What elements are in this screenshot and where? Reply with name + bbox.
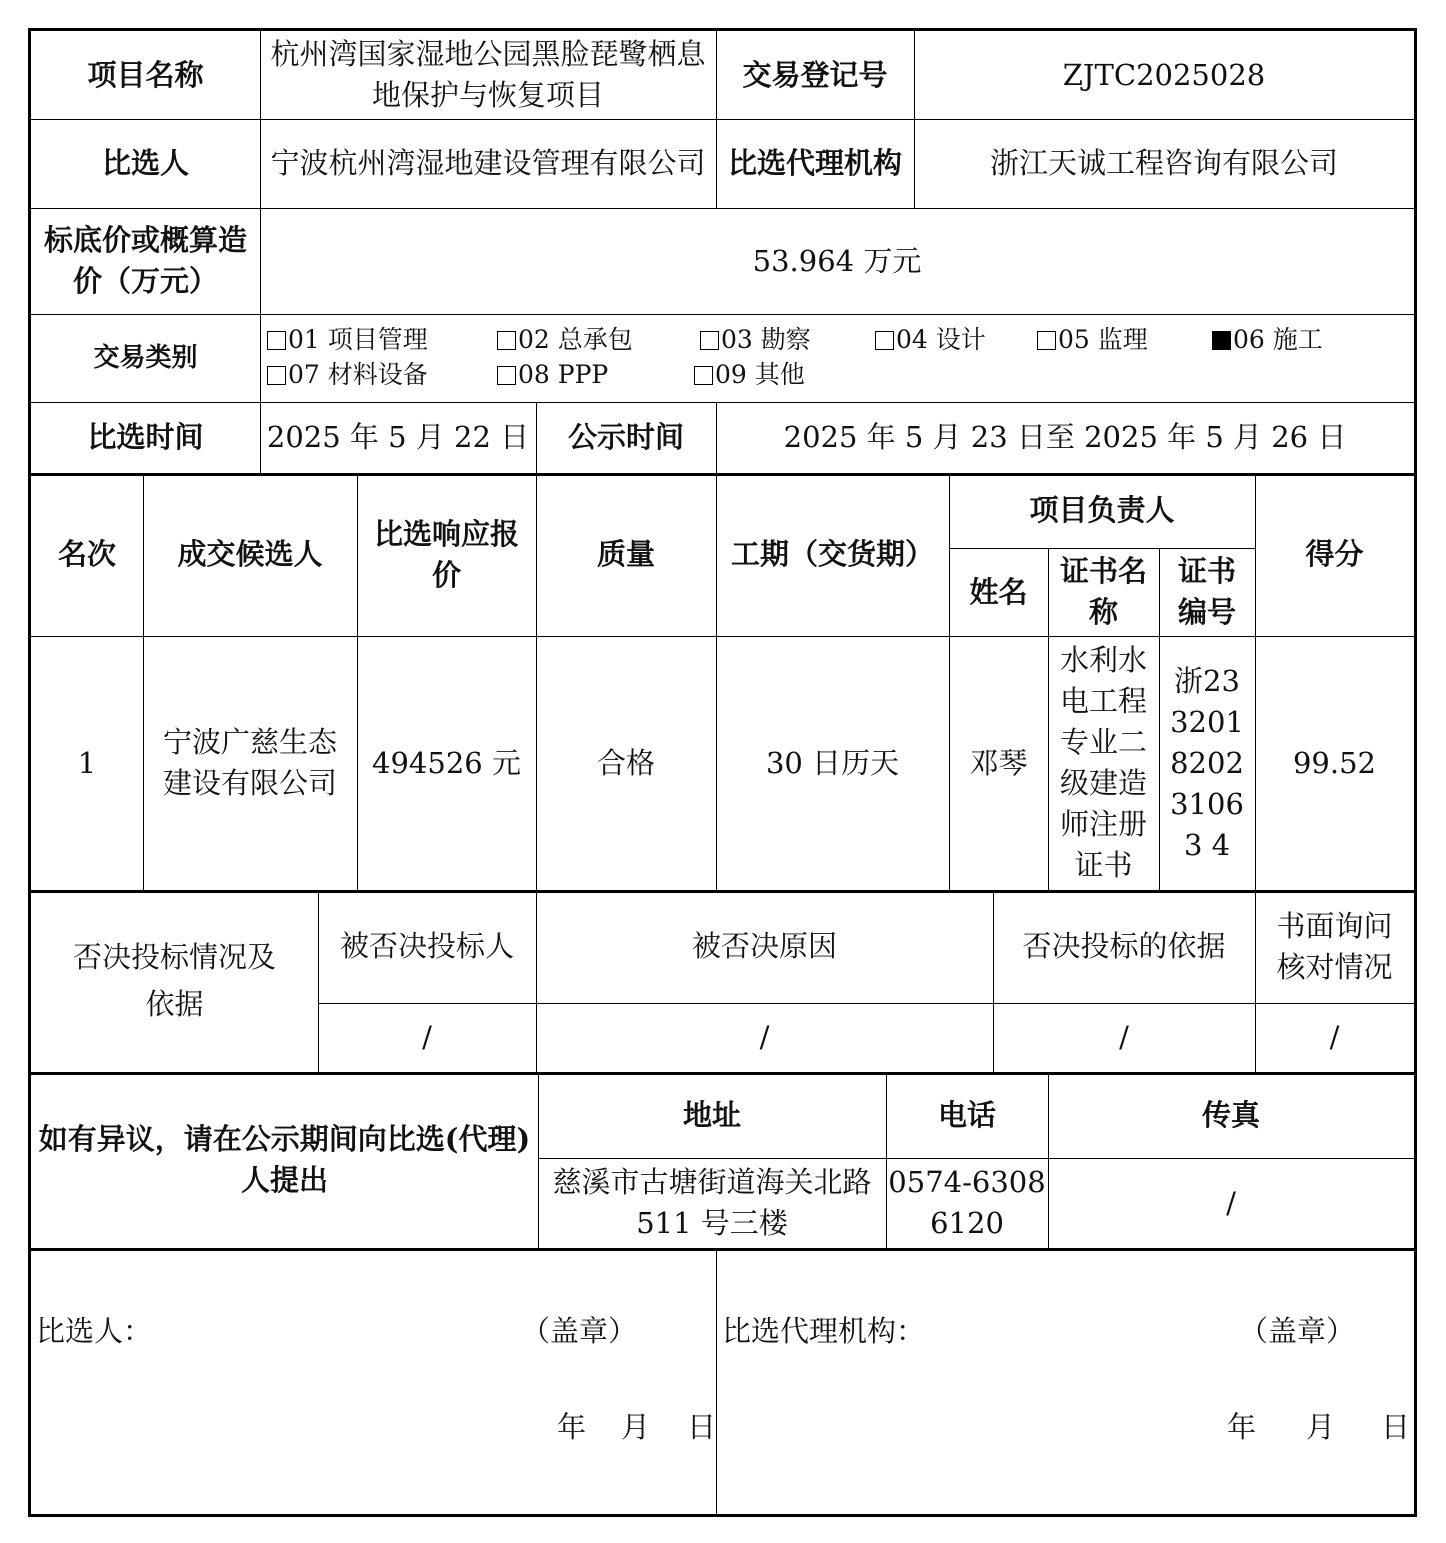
agency-label: 比选代理机构	[727, 146, 902, 180]
objection-label: 如有异议，请在公示期间向比选(代理)人提出	[38, 1122, 531, 1197]
date-day: 日	[1381, 1410, 1411, 1444]
publicity-time: 2025 年 5 月 23 日至 2025 年 5 月 26 日	[783, 420, 1347, 454]
category-option[interactable]: 06 施工	[1212, 323, 1323, 357]
rank-value: 1	[77, 745, 97, 780]
quality-header: 质量	[596, 537, 655, 571]
quality-value: 合格	[596, 745, 655, 780]
name-header: 姓名	[969, 574, 1028, 609]
phone-header: 电话	[937, 1097, 996, 1132]
fax-value: /	[1226, 1185, 1236, 1220]
rejection-basis-value: /	[1119, 1020, 1129, 1054]
date-month: 月	[1306, 1410, 1336, 1444]
category-label: 交易类别	[93, 342, 198, 373]
date-year: 年	[1227, 1410, 1257, 1444]
fax-header: 传真	[1201, 1097, 1260, 1132]
signature-agency-label: 比选代理机构：	[722, 1314, 926, 1348]
score-header: 得分	[1305, 537, 1364, 571]
signature-selector-label: 比选人：	[36, 1314, 153, 1348]
cert-no-value: 浙233201820231063 4	[1170, 663, 1244, 862]
address-header: 地址	[682, 1097, 741, 1132]
category-option[interactable]: 04 设计	[875, 323, 986, 357]
rejection-reason-value: /	[759, 1020, 770, 1054]
registration-no: ZJTC2025028	[1062, 57, 1266, 92]
checkbox-icon	[1037, 331, 1056, 350]
budget-label: 标底价或概算造价（万元）	[43, 223, 247, 298]
rejected-bidder-value: /	[422, 1020, 432, 1054]
price-value: 494526 元	[372, 745, 521, 780]
category-row-1	[267, 323, 1407, 357]
seal-placeholder: （盖章）	[521, 1314, 638, 1348]
project-name-label: 项目名称	[87, 57, 204, 92]
rejected-bidder-header: 被否决投标人	[339, 929, 514, 963]
selector-label: 比选人	[101, 146, 189, 180]
project-name: 杭州湾国家湿地公园黑脸琵鹭栖息地保护与恢复项目	[270, 37, 706, 112]
manager-header: 项目负责人	[1029, 493, 1175, 527]
checkbox-checked-icon	[1212, 331, 1231, 350]
selection-time-label: 比选时间	[87, 420, 204, 454]
rejection-basis-header: 否决投标的依据	[1022, 929, 1226, 963]
checkbox-icon	[267, 331, 286, 350]
candidate-value: 宁波广慈生态建设有限公司	[162, 725, 337, 800]
category-option[interactable]: 07 材料设备	[267, 358, 428, 392]
address-value: 慈溪市古塘街道海关北路 511 号三楼	[552, 1165, 872, 1240]
seal-placeholder: （盖章）	[1239, 1314, 1356, 1348]
date-month: 月	[621, 1410, 651, 1444]
category-option[interactable]: 09 其他	[694, 358, 805, 392]
category-option[interactable]: 05 监理	[1037, 323, 1148, 357]
phone-value: 0574-63086120	[888, 1165, 1046, 1240]
candidate-header: 成交候选人	[177, 537, 323, 571]
cert-name-header: 证书名称	[1059, 554, 1147, 629]
rank-header: 名次	[57, 537, 116, 571]
checkbox-icon	[875, 331, 894, 350]
inquiry-header: 书面询问核对情况	[1276, 908, 1393, 984]
agency-name: 浙江天诚工程咨询有限公司	[989, 146, 1338, 180]
inquiry-value: /	[1329, 1020, 1340, 1054]
checkbox-icon	[700, 331, 719, 350]
rejection-label: 否决投标情况及依据	[72, 940, 276, 1021]
budget-value: 53.964 万元	[752, 243, 922, 278]
period-header: 工期（交货期）	[730, 537, 934, 571]
date-year: 年	[557, 1410, 587, 1444]
checkbox-icon	[267, 366, 286, 385]
date-day: 日	[687, 1410, 717, 1444]
rejection-reason-header: 被否决原因	[691, 929, 837, 963]
period-value: 30 日历天	[765, 745, 900, 780]
selection-time: 2025 年 5 月 22 日	[266, 420, 530, 454]
registration-no-label: 交易登记号	[742, 57, 888, 92]
checkbox-icon	[497, 366, 516, 385]
category-row-2	[267, 358, 1407, 392]
selector-name: 宁波杭州湾湿地建设管理有限公司	[270, 146, 706, 180]
price-header: 比选响应报价	[373, 516, 519, 592]
category-option[interactable]: 03 勘察	[700, 323, 811, 357]
publicity-time-label: 公示时间	[567, 420, 684, 454]
category-option[interactable]: 08 PPP	[497, 358, 608, 392]
category-option[interactable]: 02 总承包	[497, 323, 633, 357]
announcement-table	[28, 28, 1417, 1517]
checkbox-icon	[497, 331, 516, 350]
manager-name-value: 邓琴	[969, 745, 1028, 780]
category-option[interactable]: 01 项目管理	[267, 323, 428, 357]
cert-name-value: 水利水电工程专业二级建造师注册证书	[1059, 643, 1147, 882]
cert-no-header: 证书编号	[1177, 554, 1236, 629]
checkbox-icon	[694, 366, 713, 385]
score-value: 99.52	[1292, 745, 1377, 780]
